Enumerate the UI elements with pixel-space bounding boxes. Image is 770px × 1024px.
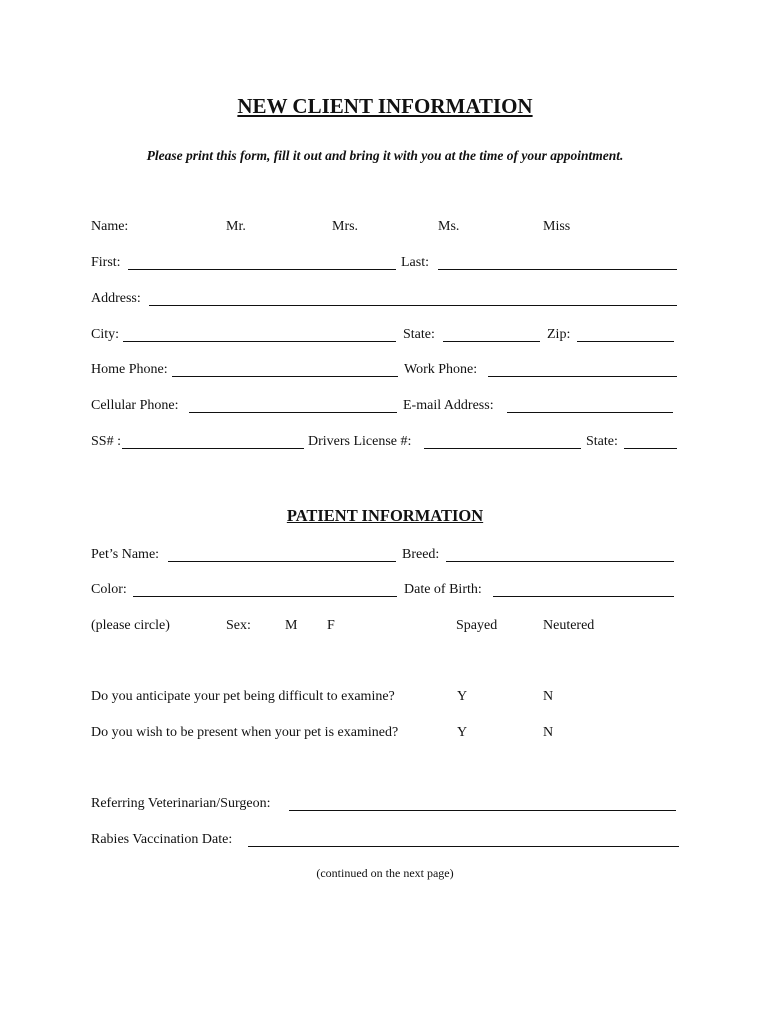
pets-name-label: Pet’s Name: — [91, 547, 160, 562]
work-phone-field[interactable] — [488, 376, 677, 377]
first-name-label: First: — [91, 255, 121, 270]
address-field[interactable] — [149, 305, 677, 306]
continued-note: (continued on the next page) — [316, 866, 454, 880]
color-field[interactable] — [133, 596, 397, 597]
patient-section-title: PATIENT INFORMATION — [286, 506, 484, 525]
address-label: Address: — [91, 291, 141, 306]
ss-label: SS# : — [91, 434, 121, 449]
ss-field[interactable] — [122, 448, 304, 449]
zip-label: Zip: — [547, 327, 571, 342]
q1-yes-option[interactable]: Y — [457, 689, 468, 704]
q2-no-option[interactable]: N — [543, 725, 554, 740]
drivers-license-field[interactable] — [424, 448, 581, 449]
city-label: City: — [91, 327, 120, 342]
state-label: State: — [403, 327, 435, 342]
question-difficult-exam: Do you anticipate your pet being difficult to examine? — [91, 689, 395, 704]
drivers-license-label: Drivers License #: — [308, 434, 412, 449]
pets-name-field[interactable] — [168, 561, 396, 562]
q1-no-option[interactable]: N — [543, 689, 554, 704]
first-name-field[interactable] — [128, 269, 396, 270]
sex-option-m[interactable]: M — [285, 618, 298, 633]
rabies-date-label: Rabies Vaccination Date: — [91, 832, 233, 847]
form-subtitle: Please print this form, fill it out and bring it with you at the time of your appointment. — [146, 148, 624, 163]
cellular-phone-label: Cellular Phone: — [91, 398, 179, 413]
zip-field[interactable] — [577, 341, 674, 342]
email-field[interactable] — [507, 412, 673, 413]
license-state-label: State: — [586, 434, 618, 449]
email-label: E-mail Address: — [403, 398, 494, 413]
dob-label: Date of Birth: — [404, 582, 482, 597]
cellular-phone-field[interactable] — [189, 412, 397, 413]
rabies-date-field[interactable] — [248, 846, 679, 847]
please-circle-note: (please circle) — [91, 618, 170, 633]
spayed-option[interactable]: Spayed — [456, 618, 498, 633]
home-phone-label: Home Phone: — [91, 362, 168, 377]
city-field[interactable] — [123, 341, 396, 342]
referring-vet-field[interactable] — [289, 810, 676, 811]
salutation-mr[interactable]: Mr. — [226, 219, 246, 234]
form-title: NEW CLIENT INFORMATION — [237, 94, 533, 118]
salutation-ms[interactable]: Ms. — [438, 219, 460, 234]
neutered-option[interactable]: Neutered — [543, 618, 595, 633]
dob-field[interactable] — [493, 596, 674, 597]
question-present-exam: Do you wish to be present when your pet is examined? — [91, 725, 399, 740]
salutation-mrs[interactable]: Mrs. — [332, 219, 359, 234]
breed-field[interactable] — [446, 561, 674, 562]
q2-yes-option[interactable]: Y — [457, 725, 468, 740]
last-name-field[interactable] — [438, 269, 677, 270]
work-phone-label: Work Phone: — [404, 362, 478, 377]
salutation-miss[interactable]: Miss — [543, 219, 571, 234]
sex-option-f[interactable]: F — [327, 618, 335, 633]
license-state-field[interactable] — [624, 448, 677, 449]
name-label: Name: — [91, 219, 129, 234]
color-label: Color: — [91, 582, 127, 597]
state-field[interactable] — [443, 341, 540, 342]
breed-label: Breed: — [402, 547, 440, 562]
sex-label: Sex: — [226, 618, 251, 633]
referring-vet-label: Referring Veterinarian/Surgeon: — [91, 796, 271, 811]
home-phone-field[interactable] — [172, 376, 398, 377]
last-name-label: Last: — [401, 255, 429, 270]
